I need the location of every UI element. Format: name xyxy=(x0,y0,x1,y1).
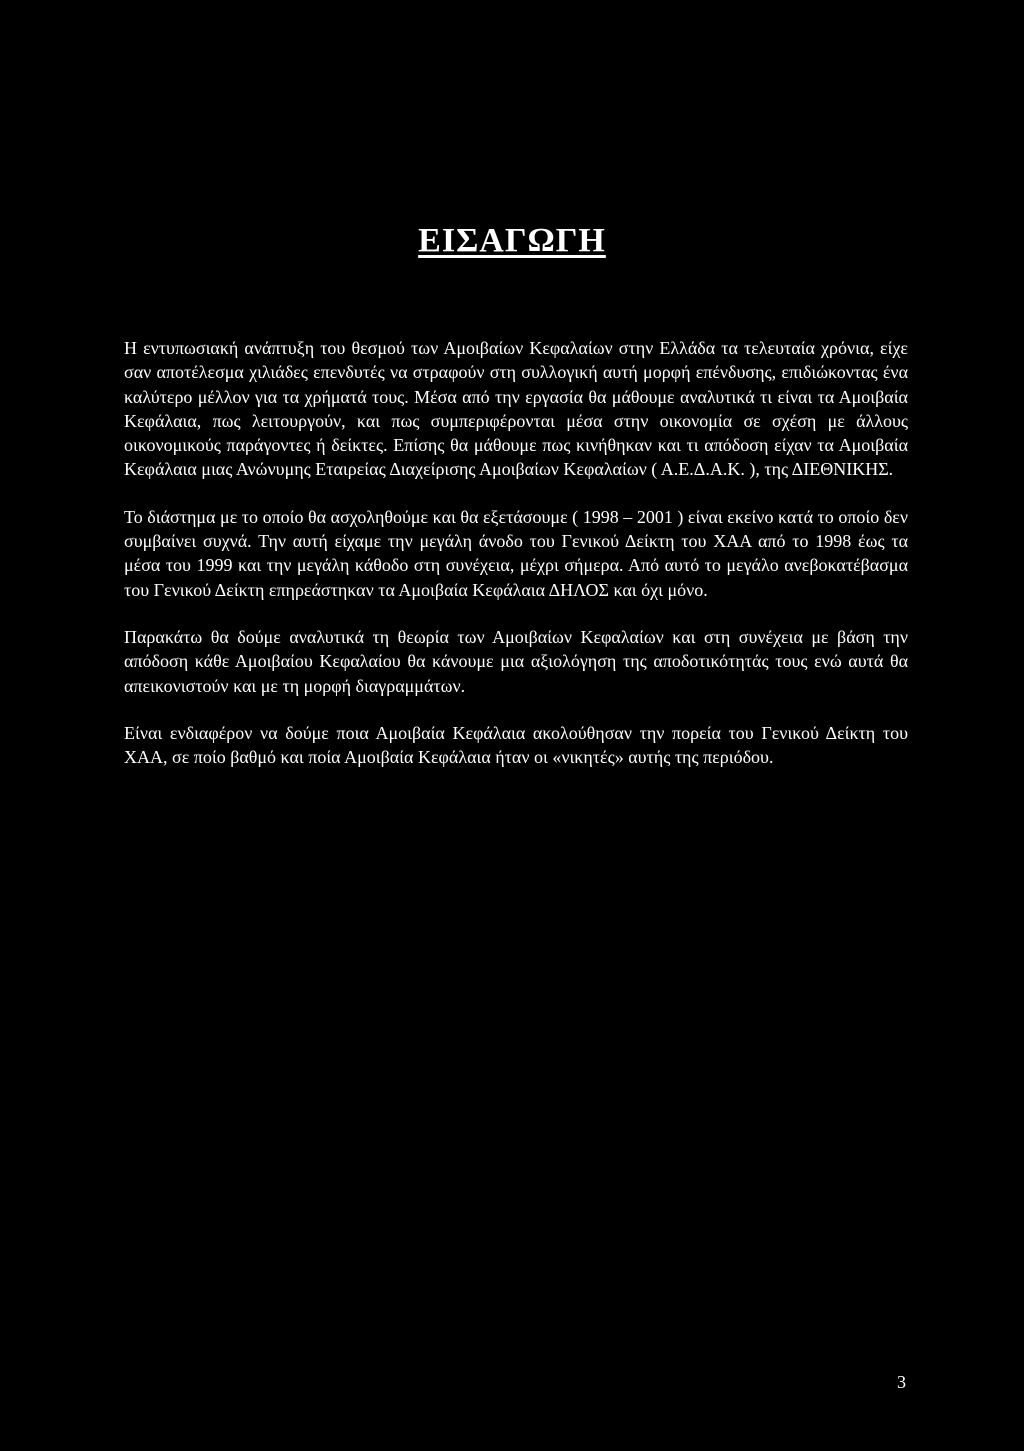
document-body xyxy=(124,336,908,792)
paragraph-intro: Η εντυπωσιακή ανάπτυξη του θεσμού των Αμοιβαίων Κεφαλαίων στην Ελλάδα τα τελευταία χρόνια, είχε σαν αποτέλεσμα χιλιάδες επενδυτές να στραφούν στη συλλογική αυτή μορφή επένδυσης, επιδιώκοντας ένα καλύτερο μέλλον για τα χρήματά τους. Μέσα από την εργασία θα μάθουμε αναλυτικά τι είναι τα Αμοιβαία Κεφάλαια, πως λειτουργούν, και πως συμπεριφέρονται μέσα στην οικονομία σε σχέση με άλλους οικονομικούς παράγοντες ή δείκτες. Επίσης θα μάθουμε πως κινήθηκαν και τι απόδοση είχαν τα Αμοιβαία Κεφάλαια μιας Ανώνυμης Εταιρείας Διαχείρισης Αμοιβαίων Κεφαλαίων ( Α.Ε.Δ.Α.Κ. ), της ΔΙΕΘΝΙΚΗΣ. xyxy=(124,338,908,480)
paragraph-period: Το διάστημα με το οποίο θα ασχοληθούμε και θα εξετάσουμε ( 1998 – 2001 ) είναι εκείνο κατά το οποίο δεν συμβαίνει συχνά. Την αυτή είχαμε την μεγάλη άνοδο του Γενικού Δείκτη του ΧΑΑ από το 1998 έως τα μέσα του 1999 και την μεγάλη κάθοδο στη συνέχεια, μέχρι σήμερα. Από αυτό το μεγάλο ανεβοκατέβασμα του Γενικού Δείκτη επηρεάστηκαν τα Αμοιβαία Κεφάλαια ΔΗΛΟΣ και όχι μόνο. xyxy=(124,506,908,600)
paragraph-winners: Είναι ενδιαφέρον να δούμε ποια Αμοιβαία Κεφάλαια ακολούθησαν την πορεία του Γενικού Δείκτη του ΧΑΑ, σε ποίο βαθμό και ποία Αμοιβαία Κεφάλαια ήταν οι «νικητές» αυτής της περιόδου. xyxy=(124,722,908,768)
page-title: ΕΙΣΑΓΩΓΗ xyxy=(418,222,606,259)
paragraph-theory: Παρακάτω θα δούμε αναλυτικά τη θεωρία των Αμοιβαίων Κεφαλαίων και στη συνέχεια με βάση την απόδοση κάθε Αμοιβαίου Κεφαλαίου θα κάνουμε μια αξιολόγηση της αποδοτικότητάς τους ενώ αυτά θα απεικονιστούν και με τη μορφή διαγραμμάτων. xyxy=(124,626,908,696)
page-number: 3 xyxy=(897,1372,906,1392)
